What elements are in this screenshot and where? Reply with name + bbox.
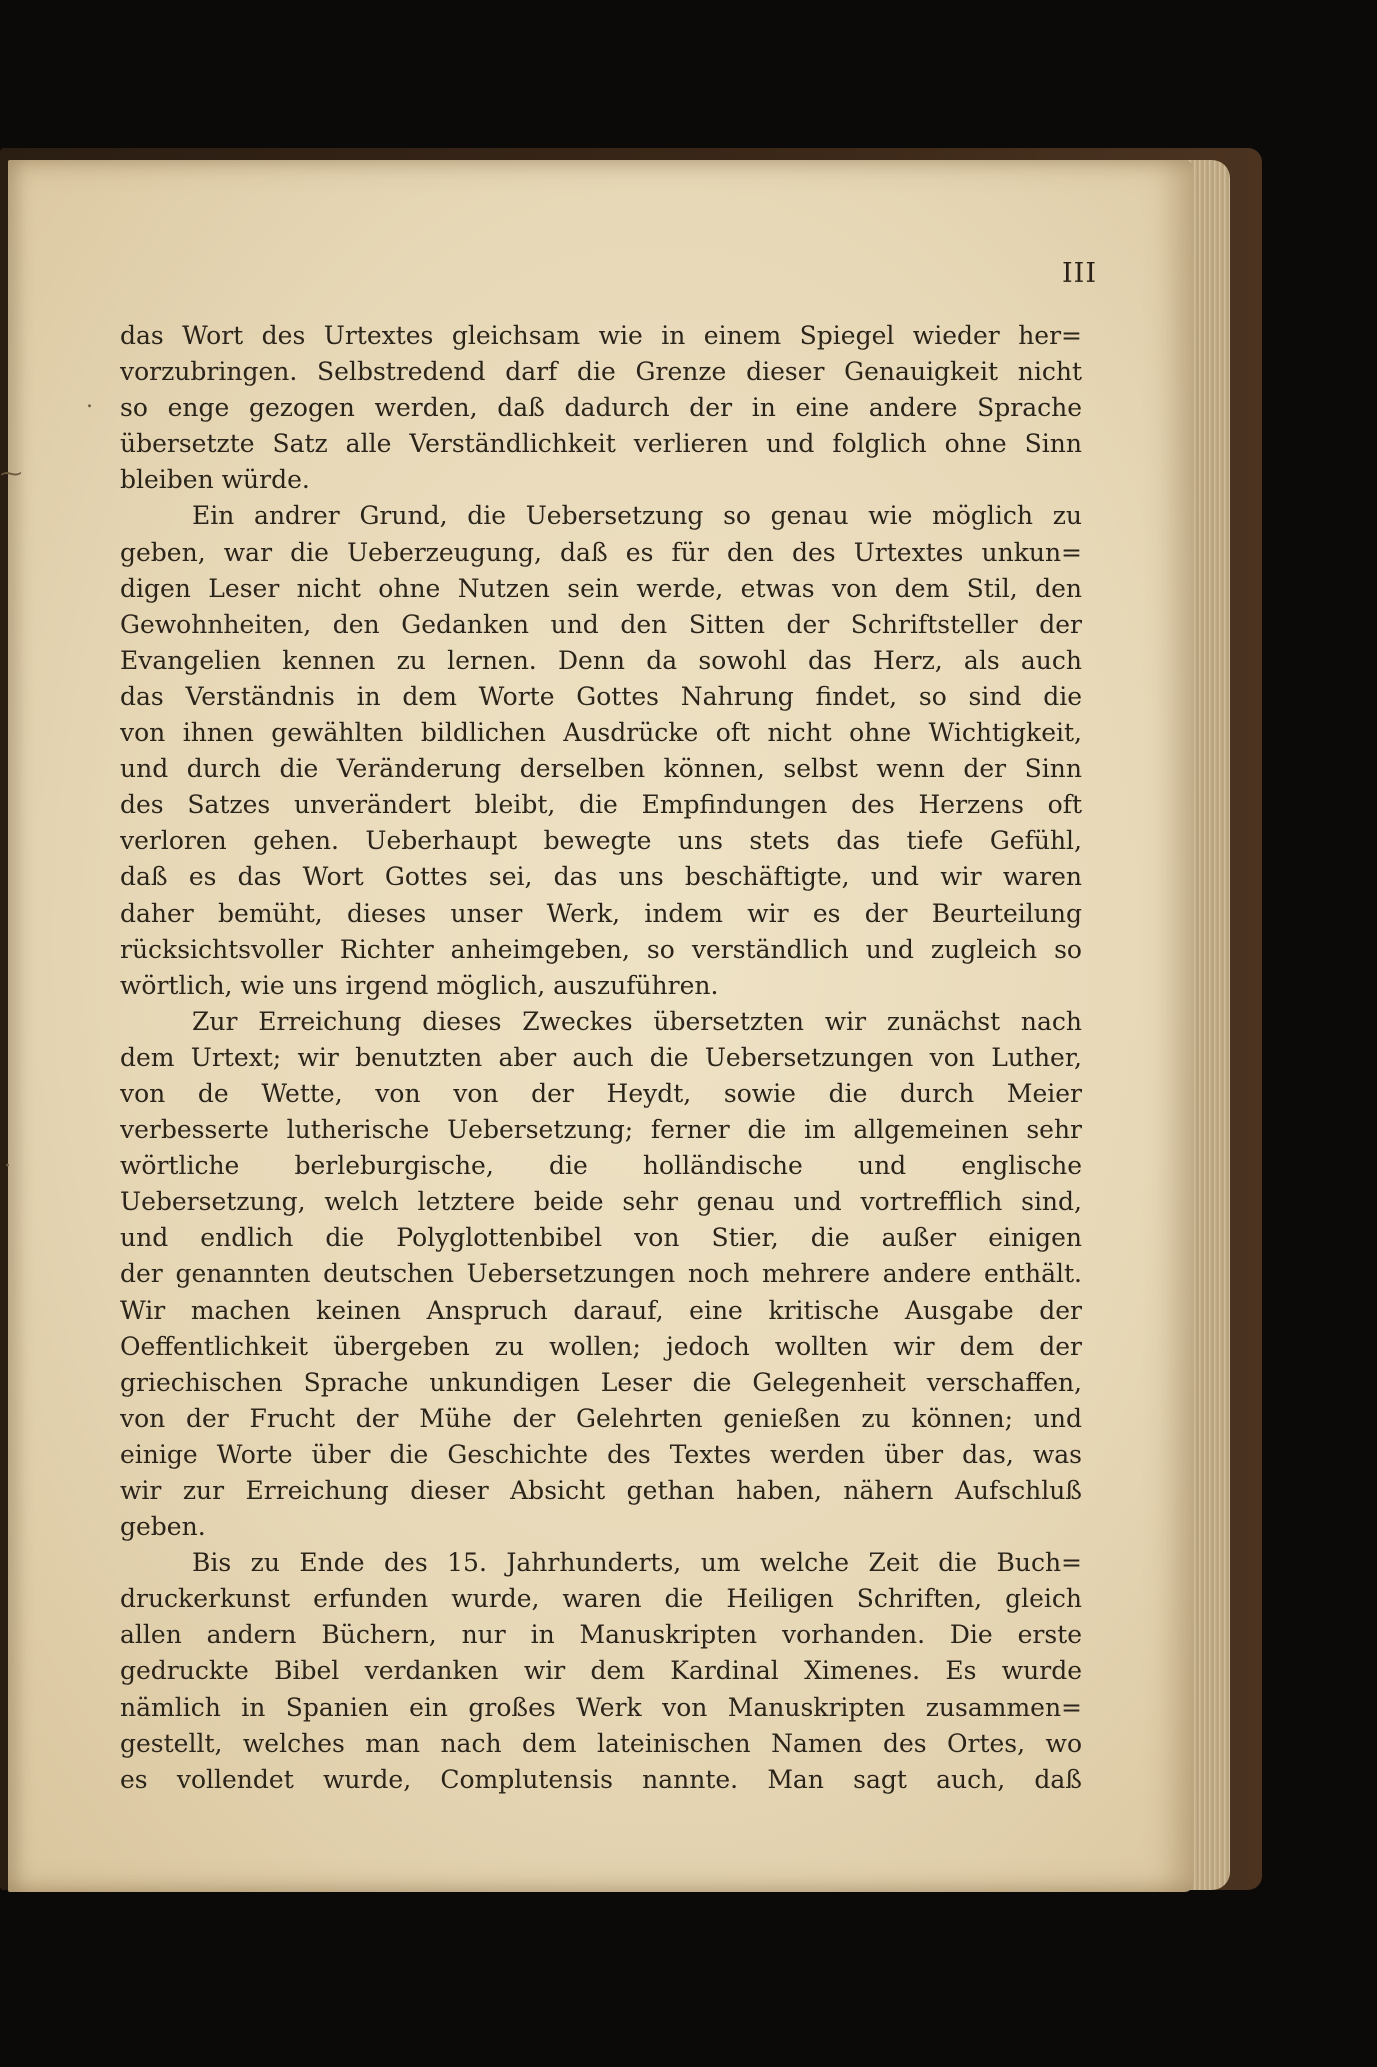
text-line: gestellt, welches man nach dem lateinischen Namen des Ortes, wo <box>120 1728 1082 1758</box>
text-line: der genannten deutschen Uebersetzungen noch mehrere andere enthält. <box>120 1259 1082 1289</box>
text-line: und durch die Veränderung derselben können, selbst wenn der Sinn <box>120 754 1082 784</box>
text-line: verloren gehen. Ueberhaupt bewegte uns stets das tiefe Gefühl, <box>120 826 1082 856</box>
text-line: des Satzes unverändert bleibt, die Empfindungen des Herzens oft <box>120 790 1082 820</box>
text-line: gedruckte Bibel verdanken wir dem Kardinal Ximenes. Es wurde <box>120 1656 1082 1686</box>
text-line: Gewohnheiten, den Gedanken und den Sitten der Schriftsteller der <box>120 609 1082 639</box>
text-line: bleiben würde. <box>120 465 310 495</box>
text-line: wörtlich, wie uns irgend möglich, auszuführen. <box>120 970 719 1000</box>
text-line: das Verständnis in dem Worte Gottes Nahrung findet, so sind die <box>120 681 1082 711</box>
text-line: vorzubringen. Selbstredend darf die Grenze dieser Genauigkeit nicht <box>120 357 1082 387</box>
text-line: druckerkunst erfunden wurde, waren die Heiligen Schriften, gleich <box>120 1584 1082 1614</box>
text-line: von der Frucht der Mühe der Gelehrten genießen zu können; und <box>120 1403 1082 1433</box>
text-line: Zur Erreichung dieses Zweckes übersetzten wir zunächst nach <box>192 1006 1082 1036</box>
text-line: und endlich die Polyglottenbibel von Stier, die außer einigen <box>120 1223 1082 1253</box>
text-line: dem Urtext; wir benutzten aber auch die Uebersetzungen von Luther, <box>120 1042 1082 1072</box>
text-line: von de Wette, von von der Heydt, sowie die durch Meier <box>120 1078 1082 1108</box>
text-line: allen andern Büchern, nur in Manuskripten vorhanden. Die erste <box>120 1620 1082 1650</box>
text-line: digen Leser nicht ohne Nutzen sein werde, etwas von dem Stil, den <box>120 573 1082 603</box>
text-line: wörtliche berleburgische, die holländische und englische <box>120 1151 1082 1181</box>
text-line: geben, war die Ueberzeugung, daß es für den des Urtextes unkun= <box>120 537 1082 567</box>
text-line: übersetzte Satz alle Verständlichkeit verlieren und folglich ohne Sinn <box>120 429 1082 459</box>
margin-mark: · <box>4 1154 11 1179</box>
text-line: Oeffentlichkeit übergeben zu wollen; jedoch wollten wir dem der <box>120 1331 1082 1361</box>
text-line: Wir machen keinen Anspruch darauf, eine kritische Ausgabe der <box>120 1295 1082 1325</box>
text-line: geben. <box>120 1512 206 1542</box>
margin-mark: . <box>86 388 93 413</box>
text-line: einige Worte über die Geschichte des Textes werden über das, was <box>120 1439 1082 1469</box>
text-line: Bis zu Ende des 15. Jahrhunderts, um welche Zeit die Buch= <box>192 1548 1082 1578</box>
body-text <box>120 318 1082 1798</box>
text-line: Evangelien kennen zu lernen. Denn da sowohl das Herz, als auch <box>120 645 1082 675</box>
text-line: das Wort des Urtextes gleichsam wie in einem Spiegel wieder her= <box>120 321 1082 350</box>
margin-mark: ⁓ <box>0 462 22 487</box>
text-line: rücksichtsvoller Richter anheimgeben, so verständlich und zugleich so <box>120 934 1082 964</box>
text-line: Ein andrer Grund, die Uebersetzung so genau wie möglich zu <box>192 501 1082 531</box>
text-line: griechischen Sprache unkundigen Leser die Gelegenheit verschaffen, <box>120 1367 1082 1397</box>
text-line: daß es das Wort Gottes sei, das uns beschäftigte, und wir waren <box>120 862 1082 892</box>
text-line: Uebersetzung, welch letztere beide sehr genau und vortrefflich sind, <box>120 1187 1082 1217</box>
page-number: III <box>1062 258 1097 289</box>
text-line: nämlich in Spanien ein großes Werk von Manuskripten zusammen= <box>120 1692 1082 1722</box>
text-line: daher bemüht, dieses unser Werk, indem wir es der Beurteilung <box>120 898 1082 928</box>
text-line: wir zur Erreichung dieser Absicht gethan haben, nähern Aufschluß <box>120 1476 1082 1505</box>
text-line: so enge gezogen werden, daß dadurch der in eine andere Sprache <box>120 393 1082 423</box>
text-line: verbesserte lutherische Uebersetzung; ferner die im allgemeinen sehr <box>120 1115 1082 1145</box>
text-line: von ihnen gewählten bildlichen Ausdrücke oft nicht ohne Wichtigkeit, <box>120 718 1082 748</box>
text-line: es vollendet wurde, Complutensis nannte. Man sagt auch, daß <box>120 1764 1082 1794</box>
